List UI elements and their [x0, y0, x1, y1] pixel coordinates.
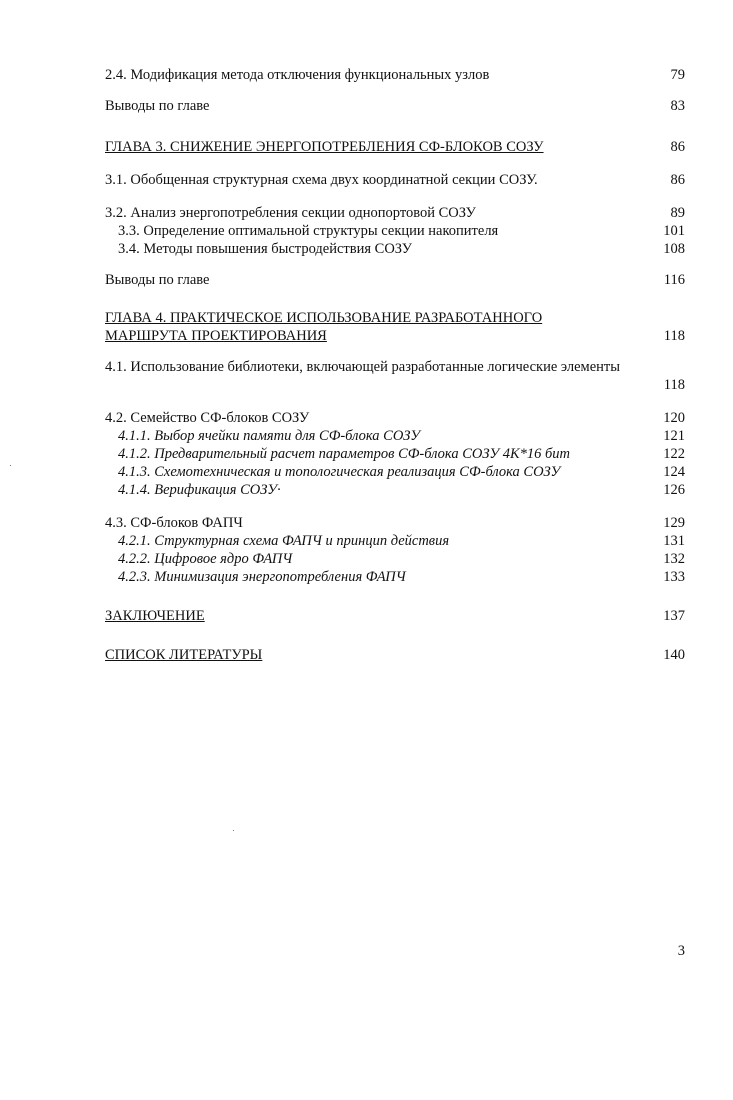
scan-speck [10, 465, 11, 466]
toc-entry-title: 4.2. Семейство СФ-блоков СОЗУ [105, 410, 310, 426]
toc-entry-page: 83 [670, 98, 685, 114]
toc-entry-4-1-2 [118, 445, 685, 463]
toc-entry-conclusions-ch2 [105, 97, 685, 115]
toc-entry-title: Выводы по главе [105, 272, 210, 288]
toc-entry-4-1-4 [118, 481, 685, 499]
toc-entry-title: 2.4. Модификация метода отключения функциональных узлов [105, 67, 490, 83]
toc-entry-page: 132 [663, 551, 685, 567]
toc-entry-3-2 [105, 204, 685, 222]
toc-entry-title: 3.2. Анализ энергопотребления секции однопортовой СОЗУ [105, 205, 476, 221]
toc-entry-title: 3.4. Методы повышения быстродействия СОЗУ [118, 241, 412, 257]
toc-entry-page: 122 [663, 446, 685, 462]
toc-entry-title: 4.1.2. Предварительный расчет параметров СФ-блока СОЗУ 4К*16 бит [118, 446, 570, 462]
toc-entry-title: ЗАКЛЮЧЕНИЕ [105, 608, 205, 624]
toc-references [105, 646, 685, 664]
toc-entry-title: 4.1.3. Схемотехническая и топологическая реализация СФ-блока СОЗУ [118, 464, 561, 480]
toc-entry-page: 140 [663, 647, 685, 663]
toc-chapter-4 [105, 309, 685, 345]
toc-entry-page: 86 [670, 139, 685, 155]
toc-entry-4-2-1 [118, 532, 685, 550]
toc-entry-title: 4.3. СФ-блоков ФАПЧ [105, 515, 243, 531]
toc-entry-title: 4.2.2. Цифровое ядро ФАПЧ [118, 551, 293, 567]
toc-entry-3-3 [118, 222, 685, 240]
toc-entry-title: 4.2.1. Структурная схема ФАПЧ и принцип действия [118, 533, 450, 549]
toc-entry-page: 118 [663, 377, 685, 393]
toc-entry-page: 86 [670, 172, 685, 188]
toc-entry-4-2-3 [118, 568, 685, 586]
toc-entry-page: 120 [663, 410, 685, 426]
toc-entry-page: 129 [663, 515, 685, 531]
toc-chapter-3 [105, 138, 685, 156]
toc-entry-3-1 [105, 171, 685, 189]
toc-entry-page: 118 [663, 328, 685, 344]
toc-entry-page: 101 [663, 223, 685, 239]
toc-entry-page: 126 [663, 482, 685, 498]
scan-speck [233, 830, 234, 831]
toc-entry-conclusions-ch3 [105, 271, 685, 289]
toc-entry-title: 4.2.3. Минимизация энергопотребления ФАПЧ [118, 569, 406, 585]
toc-entry-4-3 [105, 514, 685, 532]
toc-entry-4-1-3 [118, 463, 685, 481]
toc-entry-3-4 [118, 240, 685, 258]
toc-entry-title: Выводы по главе [105, 98, 210, 114]
toc-entry-title: 4.1.4. Верификация СОЗУ· [118, 482, 281, 498]
toc-entry-title-line2: МАРШРУТА ПРОЕКТИРОВАНИЯ [105, 328, 327, 344]
toc-entry-2-4 [105, 66, 685, 84]
toc-conclusion [105, 607, 685, 625]
toc-entry-page: 137 [663, 608, 685, 624]
toc-entry-title: 4.1. Использование библиотеки, включающей разработанные логические элементы [105, 359, 620, 375]
toc-entry-page: 116 [663, 272, 685, 288]
toc-entry-title-line1: ГЛАВА 4. ПРАКТИЧЕСКОЕ ИСПОЛЬЗОВАНИЕ РАЗРАБОТАННОГО [105, 310, 543, 326]
toc-entry-page: 124 [663, 464, 685, 480]
toc-entry-4-2 [105, 409, 685, 427]
page-number: 3 [677, 943, 685, 959]
toc-entry-page: 79 [670, 67, 685, 83]
toc-entry-title: 3.1. Обобщенная структурная схема двух координатной секции СОЗУ. [105, 172, 538, 188]
toc-entry-4-2-2 [118, 550, 685, 568]
toc-entry-page: 89 [670, 205, 685, 221]
toc-entry-page: 131 [663, 533, 685, 549]
toc-entry-4-1-1 [118, 427, 685, 445]
toc-entry-title: ГЛАВА 3. СНИЖЕНИЕ ЭНЕРГОПОТРЕБЛЕНИЯ СФ-БЛОКОВ СОЗУ [105, 139, 544, 155]
toc-entry-page: 121 [663, 428, 685, 444]
toc-entry-title: 3.3. Определение оптимальной структуры секции накопителя [118, 223, 499, 239]
toc-entry-page: 108 [663, 241, 685, 257]
toc-entry-page: 133 [663, 569, 685, 585]
toc-entry-title: 4.1.1. Выбор ячейки памяти для СФ-блока СОЗУ [118, 428, 421, 444]
toc-entry-title: СПИСОК ЛИТЕРАТУРЫ [105, 647, 263, 663]
toc-entry-4-1 [105, 358, 685, 394]
